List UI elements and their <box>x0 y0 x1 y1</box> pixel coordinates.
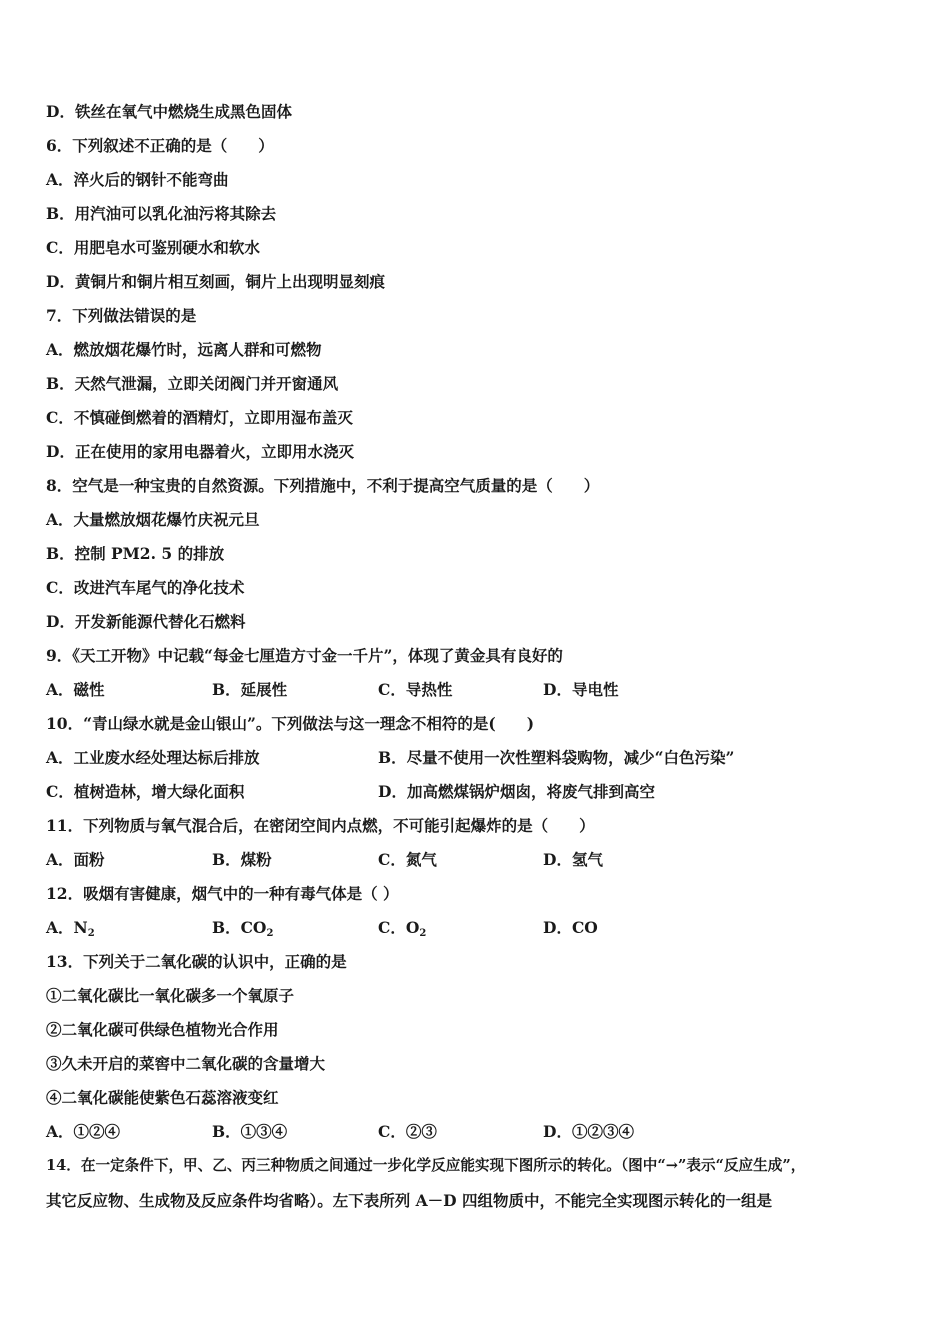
q13-option-b: B．①③④ <box>212 1122 288 1141</box>
question-6-stem: 6．下列叙述不正确的是（ ） <box>46 136 274 155</box>
option-line: B．控制 PM2. 5 的排放 <box>46 544 225 563</box>
q12-option-b: B．$CO_2$ <box>212 918 274 939</box>
option-line: C．用肥皂水可鉴别硬水和软水 <box>46 238 260 257</box>
statement-line: ②二氧化碳可供绿色植物光合作用 <box>46 1020 279 1039</box>
q12-option-a: A．$N_2$ <box>46 918 95 939</box>
q11-option-a: A．面粉 <box>46 850 105 869</box>
option-line: A．大量燃放烟花爆竹庆祝元旦 <box>46 510 260 529</box>
option-line: B．天然气泄漏，立即关闭阀门并开窗通风 <box>46 374 339 393</box>
q10-option-c: C．植树造林，增大绿化面积 <box>46 782 245 801</box>
q10-option-a: A．工业废水经处理达标后排放 <box>46 748 260 767</box>
option-line: A．燃放烟花爆竹时，远离人群和可燃物 <box>46 340 322 359</box>
q13-option-a: A．①②④ <box>46 1122 121 1141</box>
question-12-stem: 12．吸烟有害健康，烟气中的一种有毒气体是（ ） <box>46 884 399 903</box>
question-14-stem-cont: 其它反应物、生成物及反应条件均省略）。左下表所列 A－D 四组物质中，不能完全实现图示转化的一组是 <box>46 1191 773 1210</box>
option-line: D．黄铜片和铜片相互刻画，铜片上出现明显刻痕 <box>46 272 385 291</box>
text-line: D．铁丝在氧气中燃烧生成黑色固体 <box>46 102 292 121</box>
q9-option-a: A．磁性 <box>46 680 105 699</box>
q9-option-c: C．导热性 <box>378 680 453 699</box>
question-9-stem: 9．《天工开物》中记载“每金七厘造方寸金一千片”，体现了黄金具有良好的 <box>46 646 563 665</box>
question-7-stem: 7．下列做法错误的是 <box>46 306 197 325</box>
option-line: A．淬火后的钢针不能弯曲 <box>46 170 229 189</box>
question-10-stem: 10．“青山绿水就是金山银山”。下列做法与这一理念不相符的是( ) <box>46 714 535 733</box>
q11-option-d: D．氢气 <box>543 850 603 869</box>
statement-line: ③久未开启的菜窖中二氧化碳的含量增大 <box>46 1054 326 1073</box>
question-14-stem: 14．在一定条件下，甲、乙、丙三种物质之间通过一步化学反应能实现下图所示的转化。（图中“→”表示“反应生成”， <box>46 1157 806 1174</box>
option-line: D．开发新能源代替化石燃料 <box>46 612 246 631</box>
q13-option-d: D．①②③④ <box>543 1122 634 1141</box>
statement-line: ①二氧化碳比一氧化碳多一个氧原子 <box>46 986 295 1005</box>
q11-option-b: B．煤粉 <box>212 850 272 869</box>
q12-option-d: D．CO <box>543 918 598 937</box>
q9-option-d: D．导电性 <box>543 680 619 699</box>
statement-line: ④二氧化碳能使紫色石蕊溶液变红 <box>46 1088 279 1107</box>
option-line: B．用汽油可以乳化油污将其除去 <box>46 204 277 223</box>
q10-option-d: D．加高燃煤锅炉烟囱，将废气排到高空 <box>378 782 655 801</box>
q9-option-b: B．延展性 <box>212 680 288 699</box>
option-line: C．改进汽车尾气的净化技术 <box>46 578 245 597</box>
question-8-stem: 8．空气是一种宝贵的自然资源。下列措施中，不利于提高空气质量的是（ ） <box>46 476 600 495</box>
question-13-stem: 13．下列关于二氧化碳的认识中，正确的是 <box>46 952 347 971</box>
q11-option-c: C．氮气 <box>378 850 437 869</box>
q12-option-c: C．$O_2$ <box>378 918 427 939</box>
option-line: D．正在使用的家用电器着火，立即用水浇灭 <box>46 442 354 461</box>
question-11-stem: 11．下列物质与氧气混合后，在密闭空间内点燃，不可能引起爆炸的是（ ） <box>46 816 595 835</box>
q13-option-c: C．②③ <box>378 1122 437 1141</box>
option-line: C．不慎碰倒燃着的酒精灯，立即用湿布盖灭 <box>46 408 353 427</box>
q10-option-b: B．尽量不使用一次性塑料袋购物，减少“白色污染” <box>378 748 735 767</box>
